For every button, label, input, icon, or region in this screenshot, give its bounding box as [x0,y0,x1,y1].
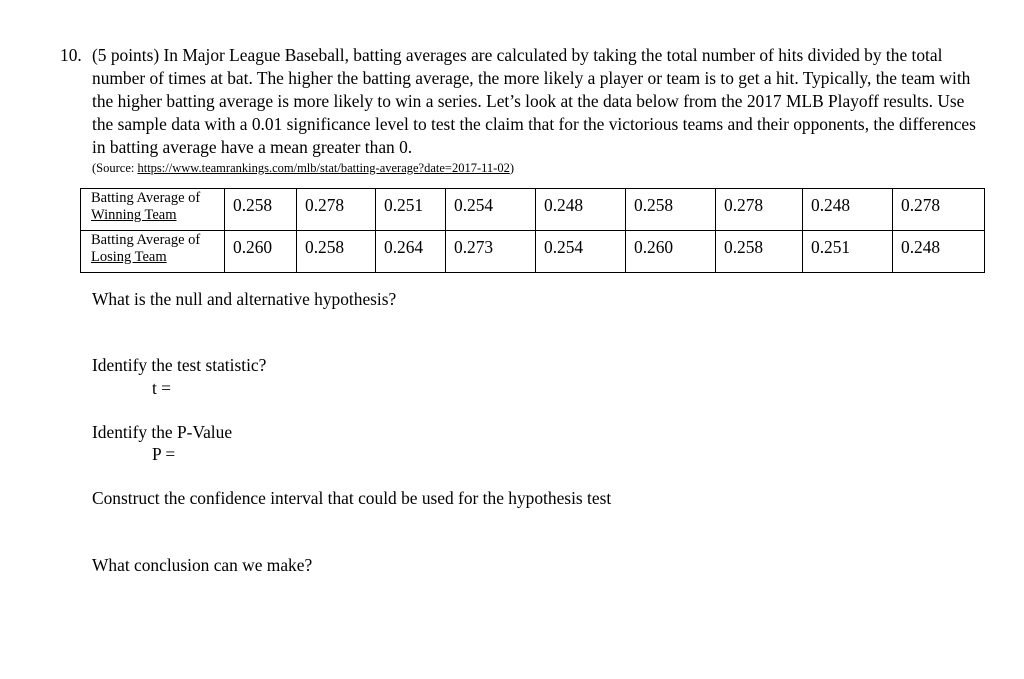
problem-number: 10. [60,45,82,65]
table-cell: 0.254 [536,231,626,273]
source-link[interactable]: https://www.teamrankings.com/mlb/stat/batting-average?date=2017-11-02 [137,161,510,175]
table-cell: 0.273 [446,231,536,273]
problem-text: (5 points) In Major League Baseball, batting averages are calculated by taking the total number of hits divided by the total number of times at bat. The higher the batting average, the more likely a player or team is to get a hit. Typically, the team with the higher batting average is more likely to win a series. Let’s look at the data below from the 2017 MLB Playoff results. Use the sample data with a 0.01 significance level to test the claim that for the victorious teams and their opponents, the differences in batting average have a mean greater than 0. [92,45,976,157]
question-p-value: Identify the P-Value [92,422,233,442]
table-row-losing [81,231,985,273]
row-header-winning [81,189,225,231]
row-header-line2: Winning Team [91,207,177,223]
table-cell: 0.248 [893,231,985,273]
table-cell: 0.254 [446,189,536,231]
table-cell: 0.258 [225,189,297,231]
row-header-losing [81,231,225,273]
row-header-line2: Losing Team [91,249,167,265]
question-confidence-interval: Construct the confidence interval that could be used for the hypothesis test [92,488,612,508]
row-header-line1: Batting Average of [91,190,201,206]
t-answer-label: t = [152,378,171,398]
table-cell: 0.278 [297,189,376,231]
table-cell: 0.278 [716,189,803,231]
table-row-winning [81,189,985,231]
question-test-statistic: Identify the test statistic? [92,355,267,375]
batting-average-table [80,188,985,273]
table-cell: 0.260 [626,231,716,273]
table-cell: 0.278 [893,189,985,231]
problem-statement [60,44,985,176]
table-cell: 0.258 [626,189,716,231]
table-cell: 0.264 [376,231,446,273]
table-cell: 0.248 [803,189,893,231]
question-conclusion: What conclusion can we make? [92,555,313,575]
source-suffix: ) [509,161,515,175]
p-answer-label: P = [152,444,176,464]
row-header-line1: Batting Average of [91,232,201,248]
table-cell: 0.248 [536,189,626,231]
source-citation [60,160,985,176]
table-cell: 0.258 [297,231,376,273]
source-prefix: (Source: [92,161,138,175]
table-cell: 0.258 [716,231,803,273]
question-hypothesis: What is the null and alternative hypothesis? [92,289,397,309]
table-cell: 0.260 [225,231,297,273]
table-cell: 0.251 [803,231,893,273]
table-cell: 0.251 [376,189,446,231]
